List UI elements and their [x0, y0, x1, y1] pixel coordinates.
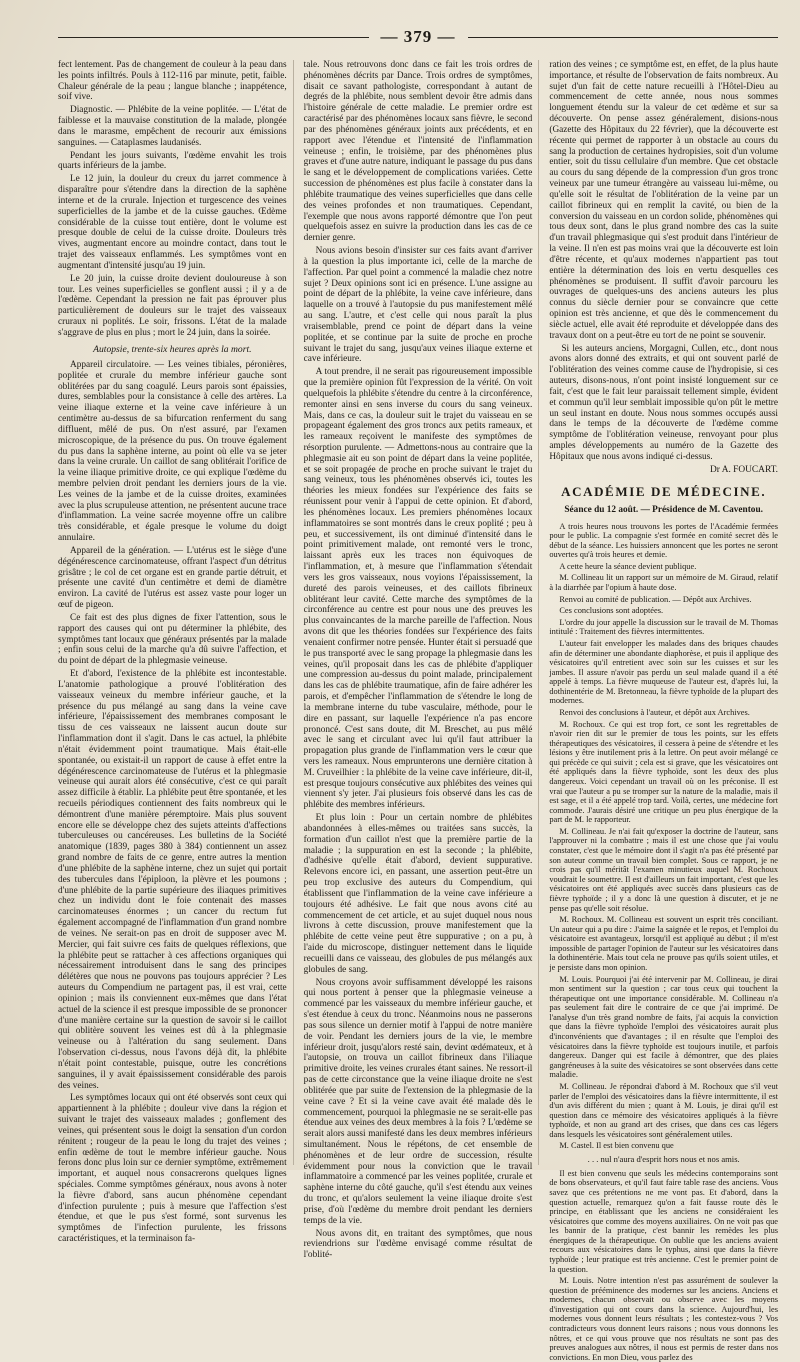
paragraph: M. Rochoux. M. Collineau est souvent un esprit très conciliant. Un auteur qui a pu dire : J'aime la saignée et le repos, et l'emploi du vésicatoire est avantageux, lorsqu'il est appliqué au début ; il m'est impossible de partager l'opinion de l'auteur sur les vésicatoires dans la dothinentérie. Mais tout cela ne prouve pas qu'ils soient utiles, et je persiste dans mon opinion. — [549, 915, 779, 972]
paragraph: Il est bien convenu que seuls les médecins contemporains sont de bons observateurs, et qu'il faut faire table rase des anciens. Vous savez que ces prétentions ne me vont pas. Et d'abord, dans la question actuelle, remarquez qu'on a fait fausse route dès le principe, en établissant que les anciens ne considéraient les vésicatoires que comme des moyens auxiliaires. On ne voit pas que les bannir de la pratique, c'est bannir les remèdes les plus énergiques de la thérapeutique. On oublie que les anciens avaient recours aux vésicatoires dans le typhus, ainsi que dans la fièvre typhoïde ; leur pratique est très ancienne. C'est le premier point de la question. — [549, 1168, 779, 1274]
paragraph: Ce fait est des plus dignes de fixer l'attention, sous le rapport des causes qui ont pu déterminer la phlébite, des symptômes tant locaux que généraux présentés par la malade ; enfin sous celui de la marche qu'a dû suivre l'affection, et du point de départ de la phlegmasie veineuse. — [58, 612, 287, 667]
column-1 — [58, 60, 294, 1245]
section-title: ACADÉMIE DE MÉDECINE. — [561, 483, 767, 499]
paragraph: Renvoi au comité de publication. — Dépôt aux Archives. — [559, 594, 752, 604]
academy-report — [549, 522, 778, 1362]
column-3 — [549, 60, 779, 1362]
paragraph: Nous avons dit, en traitant des symptômes, que nous reviendrions sur l'œdème envisagé comme résultat de l'oblité- — [303, 1228, 533, 1261]
paragraph: M. Collineau lit un rapport sur un mémoire de M. Giraud, relatif à la diarrhée par l'opium à haute dose. — [549, 573, 779, 593]
paragraph: fect lentement. Pas de changement de couleur à la peau dans les points infiltrés. Pouls à 112-116 par minute, petit, faible. Chaleur générale de la peau ; langue blanche ; inappétence, soif vive. — [58, 60, 287, 103]
paragraph: ration des veines ; ce symptôme est, en effet, de la plus haute importance, et résulte de l'observation de faits nombreux. Au sujet d'un fait de cette nature recueilli à l'Hôtel-Dieu au commencement de cette année, nous nous sommes longuement étendu sur la valeur de cet œdème et sur sa découverte. On pense assez généralement, disions-nous (Gazette des Hôpitaux du 22 février), que la découverte est récente qui permet de rapporter à un obstacle au cours du sang la production de certaines hydropisies, soit d'un volume entier, soit du tissu cellulaire d'un membre. Que cet obstacle au cours du sang dépende de la compression d'un gros tronc veineux par une tumeur étrangère au vaisseau lui-même, ou qu'elle soit le résultat de l'oblitération de la veine par un caillot fibrineux qui en remplit la cavité, ou bien de la conversion du vaisseau en un cordon solide, phénomènes qui tous deux sont, dans le plus grand nombre des cas la suite d'un travail phlegmasique qui s'est produit dans l'intérieur de la veine. Il n'en est pas moins vrai que la découverte est loin d'être récente, et qu'aux modernes n'appartient pas tout entière la détermination des lois en vertu desquelles ces phénomènes se produisent. Il suffit d'avoir parcouru les ouvrages de quelques-uns des anciens auteurs les plus connus du siècle dernier pour se convaincre que cette opinion est très ancienne, et que dès le commencement du siècle actuel, elle avait été reproduite et développée dans des travaux dont on a peut-être eu tort de ne point se souvenir. — [549, 60, 779, 341]
session-line: Séance du 12 août. — Présidence de M. Caventou. — [564, 504, 763, 515]
paragraph: M. Collineau. Je répondrai d'abord à M. Rochoux que s'il veut parler de l'emploi des vésicatoires dans la fièvre intermittente, il est d'un avis différent du mien ; quant à M. Louis, je dirai qu'il est question dans ce mémoire des vésicatoires appliqués à la fièvre typhoïde, et non au grand art des crises, que dans ces cas légers dans lesquels les vésicatoires sont généralement utiles. — [549, 1081, 779, 1139]
header-rule-right — [468, 37, 779, 38]
paragraph: Diagnostic. — Phlébite de la veine poplitée. — L'état de faiblesse et la mauvaise constitution de la malade, plongée dans le marasme, empêchent de recourir aux émissions sanguines. — Cataplasmes laudanisés. — [58, 105, 287, 148]
article-signature: Dr A. FOUCART. — [709, 464, 779, 475]
text-columns — [58, 60, 779, 1362]
paragraph: Renvoi des conclusions à l'auteur, et dépôt aux Archives. — [559, 707, 750, 717]
paragraph: Ces conclusions sont adoptées. — [559, 606, 664, 616]
paragraph: Pendant les jours suivants, l'œdème envahit les trois quarts inférieurs de la jambe. — [58, 150, 287, 172]
paragraph: M. Rochoux. Ce qui est trop fort, ce sont les regrettables de n'avoir rien dit sur le premier de tous les points, sur les effets thérapeutiques des vésicatoires, il cessera à peine de s'étendre et les lésions y être inutilement pris à la lettre. On peut avoir mélangé ce qui précède ce qui suivit ; cela est si grave, que les vésicatoires ont été appliqués dans la fièvre typhoïde, sont les deux des plus dangereux. Voici cependant un travail où on les préconise. Il est vrai que l'auteur a pu se tromper sur la nature de la maladie, mais il est sage, et il a été appelé trop tard. Voilà, certes, une médecine fort commode. J'aurais désiré une critique un peu plus énergique de la part de M. le rapporteur. — [549, 719, 779, 825]
page-header — [58, 26, 778, 48]
paragraph: A trois heures nous trouvons les portes de l'Académie fermées pour le public. La compagnie s'est formée en comité secret dès le début de la séance. Les huissiers annoncent que les portes ne seront ouvertes qu'à trois heures et demie. — [549, 521, 779, 560]
paragraph: Appareil de la génération. — L'utérus est le siège d'une dégénérescence carcinomateuse, offrant l'aspect d'un détritus grisâtre ; le col de cet organe est en grande partie détruit, et présente une cavité d'un centimètre et demi de diamètre environ. La cavité de l'utérus est assez vaste pour loger un œuf de pigeon. — [58, 545, 287, 611]
paragraph: A tout prendre, il ne serait pas rigoureusement impossible que la première opinion fût l'expression de la vérité. On voit quelquefois la phlébite s'étendre du centre à la circonférence, remonter ainsi en sens inverse du cours du sang veineux. Mais, dans ce cas, la douleur suit le trajet du vaisseau en se propageant également des gros troncs aux petits rameaux, et les rameaux reçoivent le manifeste des symptômes de résorption purulente. — Admettons-nous au contraire que la phlegmasie ait eu son point de départ dans la veine poplitée, et se soit propagée de proche en proche suivant le trajet du sang veineux, tous les phénomènes observés ici, toutes les théories les mieux fondées sur l'expérience des faits se réunissent pour venir à l'appui de cette opinion. Et d'abord, les phénomènes locaux. Les premiers phénomènes locaux inflammatoires se sont montrés dans le creux poplité ; peu à peu, et successivement, ils ont diminué d'intensité dans le point primitivement malade, ont remonté vers le tronc, laissant après eux les traces non équivoques de l'inflammation, et, à mesure que l'inflammation s'étendait vers les gros vaisseaux, nous voyions l'épaississement, la dureté des parois veineuses, et des caillots fibrineux oblitérant leur cavité. Cette marche des symptômes de la circonférence au centre est pour nous une des preuves les plus convaincantes de la marche pareille de l'affection. Nous avons dit que les théories fondées sur l'expérience des faits venaient confirmer notre pensée. Hunter était si persuadé que le pus transporté avec le sang propage la phlegmasie dans les veines, qu'il proposait dans les cas de phlébite d'appliquer une compression au-dessus du point malade, principalement dans les cas de phlébite traumatique, afin de faire adhérer les parois, et d'empêcher l'inflammation de s'étendre le long de la membrane interne du tube vasculaire, méthode, pour le dire en passant, sur laquelle l'expérience n'a pas encore prononcé. C'est sans doute, dit M. Breschet, au pus mêlé avec le sang et circulant avec lui qu'il faut attribuer la propagation plus grande de l'inflammation vers le cœur que vers les rameaux. Nous emprunterons une dernière citation à M. Cruveilhier : la phlébite de la veine cave inférieure, dit-il, est presque toujours consécutive aux phlébites des veines qui viennent s'y jeter. J'ai plusieurs fois observé dans les cas de phlébite des membres inférieurs. — [303, 367, 533, 811]
paragraph: Nous avions besoin d'insister sur ces faits avant d'arriver à la question la plus importante ici, celle de la marche de l'affection. Par quel point a commencé la maladie chez notre sujet ? Deux opinions sont ici en présence. L'une assigne au point de départ de la phlébite, la veine cave inférieure, dans laquelle on a trouvé à l'autopsie du pus manifestement mêlé au sang. L'autre, et c'est celle qui nous paraît la plus vraisemblable, prend ce point de départ dans la veine poplitée, et se continue par la suite de proche en proche suivant le trajet du sang, jusqu'aux veines iliaque externe et cave inférieure. — [303, 246, 533, 365]
paragraph: Le 20 juin, la cuisse droite devient douloureuse à son tour. Les veines superficielles se gonflent aussi ; il y a de l'œdème. Cependant la pression ne fait pas éprouver plus particulièrement de douleurs sur le trajet des vaisseaux cruraux ni poplités. Le soir, frissons. L'état de la malade s'aggrave de plus en plus ; mort le 24 juin, dans la soirée. — [58, 273, 287, 338]
header-rule-left — [58, 37, 369, 38]
autopsy-subheading: Autopsie, trente-six heures après la mort. — [93, 343, 252, 355]
paragraph: A cette heure la séance devient publique. — [559, 561, 697, 571]
paragraph: Et d'abord, l'existence de la phlébite est incontestable. L'anatomie pathologique a prouvé l'oblitération des vaisseaux veineux du membre inférieur gauche, et la présence du pus mélangé au sang dans la veine cave inférieure, l'épaississement des membranes composant le tissu de ces vaisseaux ne laissent aucun doute sur l'inflammation dont il s'agit. Dans le cas actuel, la phlébite n'était évidemment point traumatique. Mais était-elle spontanée, ou existait-il un rapport de cause à effet entre la dégénérescence carcinomateuse de l'utérus et la phlegmasie veineuse qui aurait alors été consécutive, c'est ce qui paraît assez difficile à établir. La phlébite peut être spontanée, et les recueils périodiques contiennent des faits nombreux qui le démontrent d'une manière péremptoire. Mais plus souvent encore elle se développe chez des sujets atteints d'affections tuberculeuses ou cancéreuses. Les bulletins de la Société anatomique (1839, pages 380 à 384) contiennent un assez grand nombre de faits de ce genre, entre autres la mention d'une phlébite de la saphène interne, chez un sujet qui portait des tubercules dans l'épiploon, la plèvre et les poumons ; d'une phlébite de la partie supérieure des iliaques primitives chez un individu dont le foie contenait des masses carcinomateuses énormes ; un cancer du rectum fut également accompagné de l'inflammation d'un grand nombre de veines. Ne serait-on pas en droit de supposer avec M. Mercier, qui fait suivre ces faits de quelques réflexions, que la phlébite peut se rattacher à ces affections organiques qui nécessairement introduisent dans le sang des principes délétères que nous ne pouvons pas toujours apprécier ? Les auteurs du Compendium ne partagent pas, il est vrai, cette opinion ; mais ils conviennent eux-mêmes que dans l'état actuel de la science il est presque impossible de se prononcer d'une manière certaine sur la question de savoir si le caillot qui oblitère souvent les veines est dû à la phlegmasie veineuse ou à l'altération du sang seulement. Dans l'observation ci-dessus, nous l'avons déjà dit, la phlébite n'était point contestable, puisque, outre les concrétions sanguines, il y avait épaississement considérable des parois des veines. — [58, 669, 287, 1091]
verse-quote: . . . nul n'aura d'esprit hors nous et nos amis. — [587, 1153, 740, 1164]
paragraph: Et plus loin : Pour un certain nombre de phlébites abandonnées à elles-mêmes ou traitées sans succès, la formation d'un caillot n'est que la première partie de la maladie ; la suppuration en est la seconde ; la phlébite, d'adhésive qu'elle était d'abord, devient suppurative. Relevons encore ici, en passant, une assertion peut-être un peu trop exclusive des auteurs du Compendium, qui établissent que l'inflammation de la veine cave inférieure a toujours été adhésive. Le fait que nous avons cité au commencement de cet article, et au sujet duquel nous nous livrons à cette discussion, prouve manifestement que la phlébite de cette veine peut être suppurative ; on a pu, à l'aide du microscope, distinguer nettement dans le liquide recueilli dans ce vaisseau, des globules de pus mélangés aux globules de sang. — [303, 813, 533, 975]
paragraph: L'auteur fait envelopper les malades dans des briques chaudes afin de déterminer une abondante diaphorèse, et puis il applique des vésicatoires qu'il entretient avec soin sur les cuisses et sur les jambes. Il assure n'avoir pas perdu un seul malade quand il a été appelé à temps. La fièvre muqueuse de l'auteur est, d'après lui, la dothinentérie de M. Bretonneau, la fièvre typhoïde de la plupart des modernes. — [549, 638, 779, 706]
paragraph: Nous croyons avoir suffisamment développé les raisons qui nous portent à penser que la phlegmasie veineuse a commencé par les vaisseaux du membre inférieur gauche, et s'est étendue à ceux du tronc. Néanmoins nous ne passerons pas sous silence un dernier motif à l'appui de notre manière de voir. Pendant les derniers jours de la vie, le membre inférieur droit, jusqu'alors resté sain, devint œdémateux, et à l'autopsie, on trouva un caillot fibrineux dans l'iliaque primitive droite, les veines crurales étant saines. Ne ressort-il pas de cette circonstance que la veine iliaque droite ne s'est oblitérée que par suite de l'extension de la phlegmasie de la veine cave ? Et si la veine cave avait été malade dès le commencement, pourquoi la phlegmasie ne se serait-elle pas étendue aux veines des deux membres à la fois ? L'œdème se serait alors aussi manifesté dans les deux membres inférieurs simultanément. Nous le répétons, de cet ensemble de phénomènes et de leur ordre de succession, résulte évidemment pour nous la conviction que le travail inflammatoire a commencé par les veines poplitée, crurale et saphène interne du côté gauche, qu'il s'est étendu aux veines du tronc, et qu'alors seulement la veine iliaque droite s'est prise, d'où l'œdème du membre droit pendant les derniers temps de la vie. — [303, 977, 533, 1226]
paragraph: Le 12 juin, la douleur du creux du jarret commence à disparaître pour s'étendre dans la direction de la saphène interne et de la crurale. Injection et turgescence des veines superficielles de la jambe et de la cuisse gauches. Œdème considérable de la cuisse tout entière, dont le volume est presque double de celui de la cuisse droite. Douleurs très vives, augmentant encore au moindre contact, dans tout le trajet des vaisseaux enflammés. Les symptômes vont en augmentant d'intensité jusqu'au 19 juin. — [58, 174, 287, 271]
paragraph: tale. Nous retrouvons donc dans ce fait les trois ordres de phénomènes décrits par Dance. Trois ordres de symptômes, disait ce savant pathologiste, correspondant à autant de degrés de la phlébite, nous semblent devoir être admis dans l'histoire générale de cette maladie. Le premier ordre est caractérisé par des phénomènes locaux sans fièvre, le second par des phénomènes généraux joints aux précédents, et en rapport avec l'étendue et l'intensité de l'inflammation veineuse ; enfin, le troisième, par des phénomènes plus graves et d'une autre nature, indiquant le passage du pus dans le sang et le développement de complications variées. Cette succession de phénomènes est plus facile à constater dans la phlébite traumatique des veines superficielles que dans celle des veines profondes et non traumatiques. Cependant, l'exemple que nous avons rapporté démontre que l'on peut quelquefois assez en suivre la production dans les cas de ce dernier genre. — [303, 60, 533, 244]
paragraph: Appareil circulatoire. — Les veines tibiales, péronières, poplitée et crurale du membre inférieur gauche sont oblitérées par du sang coagulé. Leurs parois sont épaissies, dures, semblables pour la consistance à celle des artères. La veine iliaque externe et la veine cave inférieure à un centimètre au-dessus de sa bifurcation renferment du sang diffluent, mêlé de pus. On n'est assuré, par l'examen microscopique, de la présence du pus. On trouve également du pus dans la saphène interne, au point où elle va se jeter dans la veine crurale. Un caillot de sang oblitérait l'orifice de la veine iliaque primitive droite, ce qui explique l'œdème du membre pelvien droit pendant les derniers jours de la vie. Les veines de la jambe et de la cuisse droites, examinées avec la plus scrupuleuse attention, ne présentent aucune trace d'inflammation. La veine sacrée moyenne offre un calibre très considérable, et égale presque le volume du doigt annulaire. — [58, 359, 287, 544]
column-2 — [303, 60, 540, 1261]
page-number: — 379 — — [380, 27, 456, 46]
paragraph: M. Louis. Pourquoi j'ai été intervenir par M. Collineau, je dirai mon sentiment sur la question ; car tous ceux qui touchent la thérapeutique ont une importance considérable. M. Collineau n'a pas seulement fait dire le contraire de ce que j'ai imprimé. De l'analyse d'un très grand nombre de faits, j'ai acquis la conviction que dans la fièvre typhoïde l'emploi des vésicatoires aurait plus d'inconvénients que d'avantages ; il en résulte que l'emploi des vésicatoires dans la fièvre typhoïde est toujours inutile, et parfois dangereux. Danger qui est facile à démontrer, que des plaies gangréneuses à la suite des vésicatoires se sont observées dans cette maladie. — [549, 974, 779, 1080]
paragraph: M. Castel. Il est bien convenu que — [559, 1141, 674, 1151]
paragraph: M. Collineau. Je n'ai fait qu'exposer la doctrine de l'auteur, sans l'approuver ni la combattre ; mais il est une chose que j'ai voulu constater, c'est que le mémoire dont il s'agit n'a pas été présenté par son auteur comme un travail bien complet. Sous ce rapport, je ne crois pas qu'il méritât l'examen minutieux auquel M. Rochoux voudrait le soumettre. Il est d'ailleurs un fait important, c'est que les vésicatoires ont été appliqués avec succès dans plusieurs cas de fièvre typhoïde ; il y a donc là une question à discuter, et je ne pense pas qu'elle soit résolue. — [549, 826, 779, 913]
paragraph: Les symptômes locaux qui ont été observés sont ceux qui appartiennent à la phlébite ; douleur vive dans la région et suivant le trajet des vaisseaux malades ; gonflement des veines, qui présentent sous le doigt la sensation d'un cordon rénitent ; rougeur de la peau le long du trajet des veines ; enfin œdème de tout le membre inférieur gauche. Nous ferons donc plus loin sur ce dernier symptôme, extrêmement important, et auquel nous consacrerons quelques lignes spéciales. Comme symptômes généraux, nous avons à noter la fièvre d'abord, sans aucun phénomène cependant d'infection purulente ; puis à mesure que l'affection s'est étendue, et que le pus s'est formé, sont survenus les symptômes de l'infection purulente, les frissons caractéristiques, et la terminaison fa- — [58, 1093, 287, 1245]
paragraph: M. Louis. Notre intention n'est pas assurément de soulever la question de prééminence des modernes sur les anciens. Anciens et modernes, chacun observait ou observe avec les moyens d'investigation qui ont cours dans la science. Aujourd'hui, les modernes vous donnent leurs résultats ; les contestez-vous ? Vos contradicteurs vous donnent leurs raisons ; nous vous donnons les nôtres, et ce qui vous prouve que nos résultats ne sont pas des preuves analogues aux nôtres, il nous est permis de rester dans nos convictions. En mon Dieu, vous parlez des — [549, 1276, 779, 1362]
paragraph: L'ordre du jour appelle la discussion sur le travail de M. Thomas intitulé : Traitement des fièvres intermittentes. — [549, 617, 779, 637]
paragraph: Si les auteurs anciens, Morgagni, Cullen, etc., dont nous avons alors donné des extraits, et qui ont souvent parlé de l'oblitération des veines comme cause de l'hydropisie, si ces auteurs, disons-nous, n'ont point insisté longuement sur ce fait, c'est que le fait leur paraissait tellement simple, évident et commun qu'il leur semblait impossible qu'on pût le mettre un seul instant en doute. Nous nous sommes occupés aussi dans le temps de la découverte de l'œdème comme symptôme de l'oblitération veineuse, renvoyant pour plus amples développements au numéro de la Gazette des Hôpitaux que nous avons indiqué ci-dessus. — [549, 343, 779, 462]
